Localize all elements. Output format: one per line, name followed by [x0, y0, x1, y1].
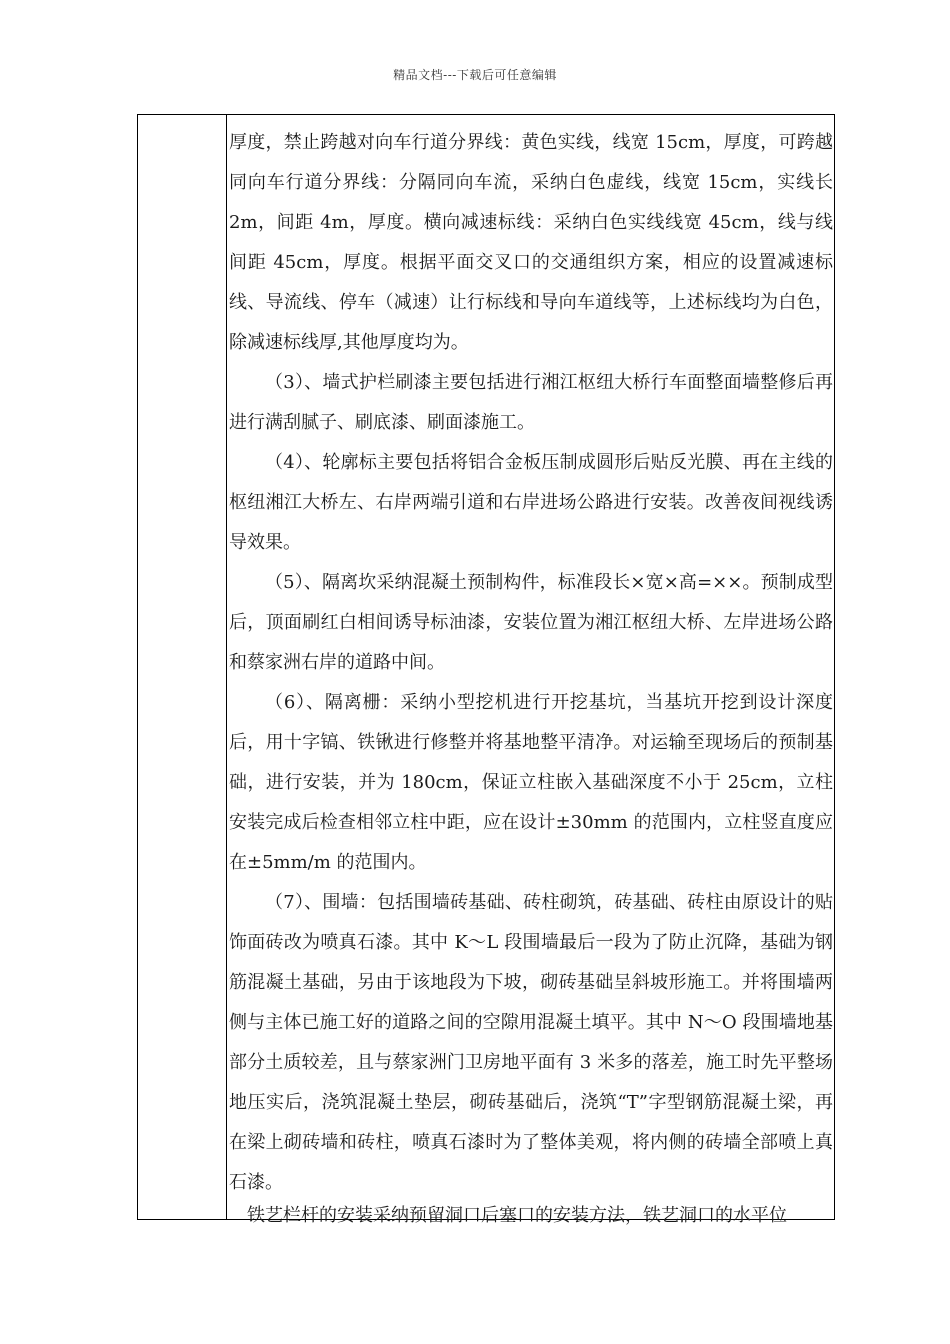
- paragraph-item-4: （4）、轮廓标主要包括将铝合金板压制成圆形后贴反光膜、再在主线的枢纽湘江大桥左、右岸两端引道和右岸进场公路进行安装。改善夜间视线诱导效果。: [229, 452, 833, 553]
- table-content-cell: [227, 115, 834, 1226]
- paragraph-item-7: （7）、围墙：包括围墙砖基础、砖柱砌筑，砖基础、砖柱由原设计的贴饰面砖改为喷真石漆。其中 K～L 段围墙最后一段为了防止沉降，基础为钢筋混凝土基础，另由于该地段为下坡，砌砖基础呈斜坡形施工。并将围墙两侧与主体已施工好的道路之间的空隙用混凝土填平。其中 N～O 段围墙地基部分土质较差，且与蔡家洲门卫房地平面有 3 米多的落差，施工时先平整场地压实后，浇筑混凝土垫层，砌砖基础后，浇筑“T”字型钢筋混凝土梁，再在梁上砌砖墙和砖柱，喷真石漆时为了整体美观，将内侧的砖墙全部喷上真石漆。: [229, 892, 833, 1193]
- paragraph-item-6: （6）、隔离栅：采纳小型挖机进行开挖基坑，当基坑开挖到设计深度后，用十字镐、铁锹进行修整并将基地整平清净。对运输至现场后的预制基础，进行安装，并为 180cm，保证立柱嵌入基础深度不小于 25cm，立柱安装完成后检查相邻立柱中距，应在设计±30mm 的范围内，立柱竖直度应在±5mm/m 的范围内。: [229, 692, 833, 873]
- paragraph-item-5: （5）、隔离坎采纳混凝土预制构件，标准段长×宽×高=××。预制成型后，顶面刷红白相间诱导标油漆，安装位置为湘江枢纽大桥、左岸进场公路和蔡家洲右岸的道路中间。: [229, 572, 834, 673]
- table-left-column: [138, 115, 227, 1219]
- paragraph-marking-specs: 厚度，禁止跨越对向车行道分界线：黄色实线，线宽 15cm，厚度，可跨越同向车行道分界线：分隔同向车流，采纳白色虚线，线宽 15cm，实线长 2m，间距 4m，厚度。横向减速标线：采纳白色实线线宽 45cm，线与线间距 45cm，厚度。根据平面交叉口的交通组织方案，相应的设置减速标线、导流线、停车（减速）让行标线和导向车道线等，上述标线均为白色，除减速标线厚,其他厚度均为。: [229, 132, 833, 353]
- page-header: 精品文档---下载后可任意编辑: [393, 68, 557, 82]
- body-text: [229, 123, 834, 1226]
- paragraph-item-3: （3）、墙式护栏刷漆主要包括进行湘江枢纽大桥行车面整面墙整修后再进行满刮腻子、刷底漆、刷面漆施工。: [229, 372, 833, 433]
- document-table: [137, 114, 835, 1226]
- paragraph-trailing-line: 铁艺栏杆的安装采纳预留洞口后塞口的安装方法，铁艺洞口的水平位: [247, 1205, 787, 1226]
